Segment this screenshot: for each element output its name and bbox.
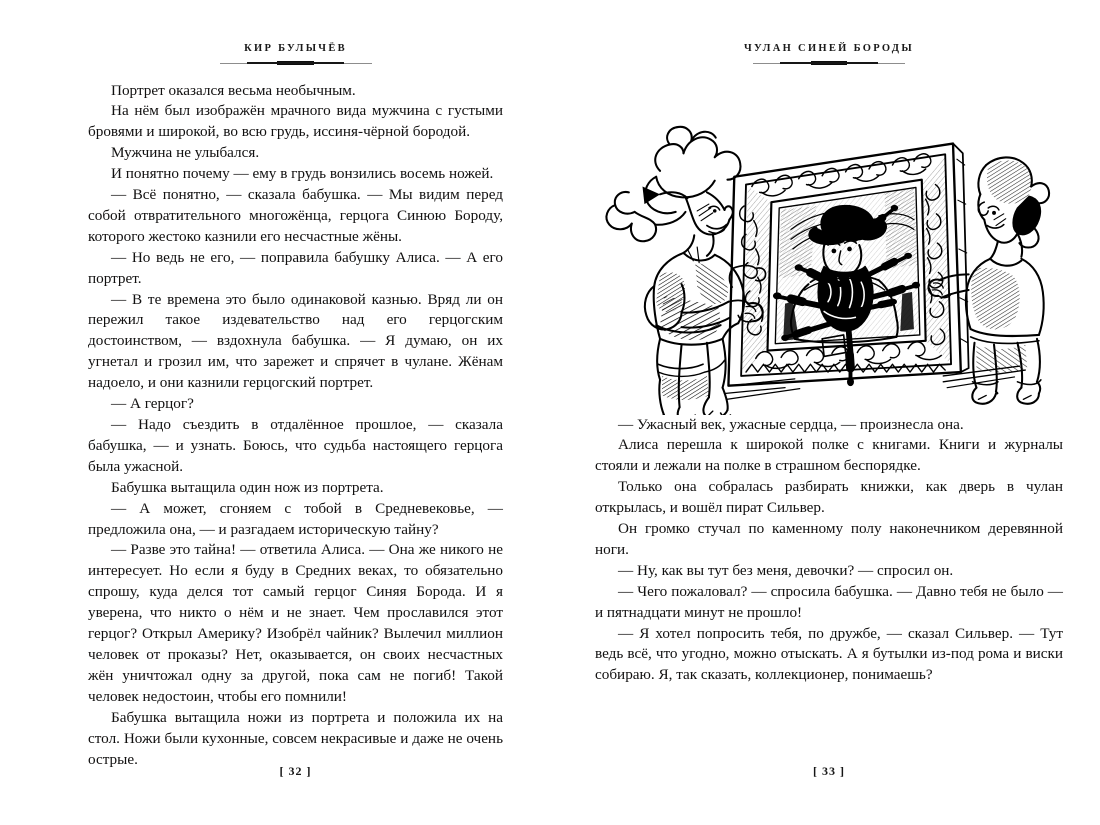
paragraph: — Я хотел попросить тебя, по дружбе, — сказал Сильвер. — Тут ведь всё, что угодно, можно отыскать. А я бутылки из-под рома и виски собираю. Я, так сказать, коллекционер, понимаешь? xyxy=(595,624,1063,684)
paragraph: — Надо съездить в отдалённое прошлое, — сказала бабушка, — и узнать. Боюсь, что судьба настоящего герцога была ужасной. xyxy=(88,416,503,475)
paragraph: Он громко стучал по каменному полу наконечником деревянной ноги. xyxy=(595,520,1063,558)
left-page-body xyxy=(88,81,503,771)
paragraph: — Ужасный век, ужасные сердца, — произнесла она. xyxy=(618,415,964,433)
right-page xyxy=(550,0,1100,825)
chapter-illustration xyxy=(595,83,1063,415)
paragraph: Бабушка вытащила ножи из портрета и положила их на стол. Ножи были кухонные, совсем некрасивые и даже не очень острые. xyxy=(88,708,503,768)
running-head-right xyxy=(595,0,1063,67)
paragraph: — Чего пожаловал? — спросила бабушка. — Давно тебя не было — и пятнадцати минут не прошло! xyxy=(595,582,1063,621)
header-ornament-rule xyxy=(220,61,372,67)
page-folio-left: [ 32 ] xyxy=(279,764,312,778)
paragraph: Мужчина не улыбался. xyxy=(111,144,260,162)
paragraph: — Ну, как вы тут без меня, девочки? — спросил он. xyxy=(618,561,954,579)
author-running-head: КИР БУЛЫЧЁВ xyxy=(244,43,347,54)
running-head-left xyxy=(88,0,503,67)
paragraph: — А может, сгоняем с тобой в Средневековье, — предложила она, — и разгадаем историческую тайну? xyxy=(88,499,503,538)
page-folio-right: [ 33 ] xyxy=(813,764,845,778)
paragraph: — Разве это тайна! — ответила Алиса. — Она же никого не интересует. Но если я буду в Средних веках, то обязательно спрошу, куда делся тот самый герцог Синяя Борода. И я уверена, что никто о нём и не знает. Чем прославился этот герцог? Открыл Америку? Изобрёл чайник? Вылечил миллион человек от проказы? Нет, оказывается, он своих несчастных жён уничтожал одну за другой, пока сам не погиб! Такой человек недостоин, чтобы его помнили! xyxy=(88,541,503,705)
paragraph: — Всё понятно, — сказала бабушка. — Мы видим перед собой отвратительного многожёнца, герцога Синюю Бороду, которого жестоко казнили его несчастные жёны. xyxy=(88,186,503,245)
paragraph: И понятно почему — ему в грудь вонзились восемь ножей. xyxy=(111,165,494,183)
right-page-body xyxy=(595,415,1063,687)
paragraph: Только она собралась разбирать книжки, как дверь в чулан открылась, и вошёл пират Сильвер. xyxy=(595,478,1063,517)
paragraph: — Но ведь не его, — поправила бабушку Алиса. — А его портрет. xyxy=(88,248,503,287)
paragraph: На нём был изображён мрачного вида мужчина с густыми бровями и широкой, во всю грудь, иссиня-чёрной бородой. xyxy=(88,102,503,141)
chapter-running-head: ЧУЛАН СИНЕЙ БОРОДЫ xyxy=(744,43,914,54)
header-ornament-rule xyxy=(753,61,905,67)
paragraph: Портрет оказался весьма необычным. xyxy=(111,81,356,99)
paragraph: Алиса перешла к широкой полке с книгами. Книги и журналы стояли и лежали на полке в страшном беспорядке. xyxy=(595,436,1063,475)
paragraph: — А герцог? xyxy=(111,395,194,413)
paragraph: Бабушка вытащила один нож из портрета. xyxy=(111,478,384,496)
illustration-svg xyxy=(595,83,1063,415)
paragraph: — В те времена это было одинаковой казнью. Вряд ли он пережил такое издевательство над его герцогским достоинством, — вздохнула бабушка. — Я думаю, он их угнетал и грозил им, что зарежет и спрячет в чулане. Жёнам надоело, и они казнили герцогский портрет. xyxy=(88,290,503,392)
